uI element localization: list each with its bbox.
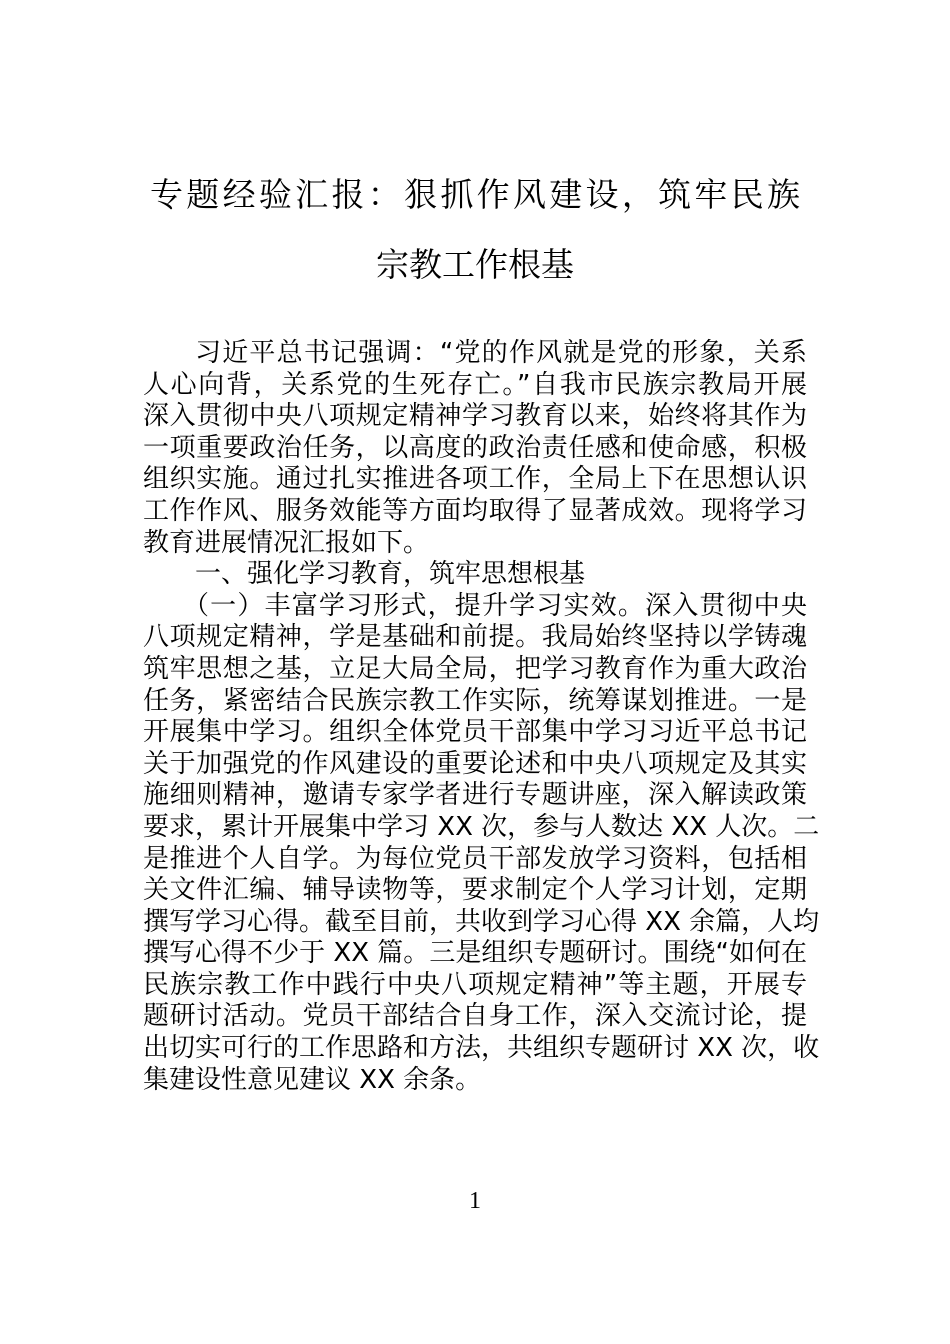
text-line: 撰写学习心得。截至目前，共收到学习心得 XX 余篇，人均 bbox=[143, 906, 820, 937]
text-line: 撰写心得不少于 XX 篇。三是组织专题研讨。围绕“如何在 bbox=[143, 938, 807, 969]
paragraph bbox=[143, 590, 820, 1097]
text-line: 教育进展情况汇报如下。 bbox=[143, 527, 430, 558]
text-line: 深入贯彻中央八项规定精神学习教育以来，始终将其作为 bbox=[143, 401, 807, 432]
text-line: 工作作风、服务效能等方面均取得了显著成效。现将学习 bbox=[143, 495, 807, 526]
document-title-line-1: 专题经验汇报：狠抓作风建设，筑牢民族 bbox=[150, 175, 800, 214]
text-line: 开展集中学习。组织全体党员干部集中学习习近平总书记 bbox=[143, 717, 807, 748]
text-line: 集建设性意见建议 XX 余条。 bbox=[143, 1064, 482, 1095]
text-line: 任务，紧密结合民族宗教工作实际，统筹谋划推进。一是 bbox=[143, 685, 807, 716]
text-line: 组织实施。通过扎实推进各项工作，全局上下在思想认识 bbox=[143, 464, 807, 495]
page-number: 1 bbox=[469, 1188, 481, 1214]
text-line: 关于加强党的作风建设的重要论述和中央八项规定及其实 bbox=[143, 748, 807, 779]
document-body bbox=[143, 338, 820, 1096]
text-line: 题研讨活动。党员干部结合自身工作，深入交流讨论，提 bbox=[143, 1001, 807, 1032]
text-line: 习近平总书记强调：“党的作风就是党的形象，关系 bbox=[195, 338, 807, 368]
text-line: 施细则精神，邀请专家学者进行专题讲座，深入解读政策 bbox=[143, 780, 807, 811]
text-line: （一）丰富学习形式，提升学习实效。深入贯彻中央 bbox=[183, 590, 807, 621]
section-heading bbox=[143, 559, 807, 591]
text-line: 筑牢思想之基，立足大局全局，把学习教育作为重大政治 bbox=[143, 653, 807, 684]
text-line: 要求，累计开展集中学习 XX 次，参与人数达 XX 人次。二 bbox=[143, 811, 820, 842]
text-line: 人心向背，关系党的生死存亡。”自我市民族宗教局开展 bbox=[143, 369, 807, 400]
text-line: 民族宗教工作中践行中央八项规定精神”等主题，开展专 bbox=[143, 969, 807, 1000]
paragraph bbox=[143, 338, 807, 559]
text-line: 关文件汇编、辅导读物等，要求制定个人学习计划，定期 bbox=[143, 875, 807, 906]
text-line: 八项规定精神，学是基础和前提。我局始终坚持以学铸魂 bbox=[143, 622, 807, 653]
document-title-line-2: 宗教工作根基 bbox=[376, 245, 574, 284]
text-line: 出切实可行的工作思路和方法，共组织专题研讨 XX 次，收 bbox=[143, 1033, 820, 1064]
text-line: 一、强化学习教育，筑牢思想根基 bbox=[195, 559, 586, 590]
text-line: 一项重要政治任务，以高度的政治责任感和使命感，积极 bbox=[143, 432, 807, 463]
text-line: 是推进个人自学。为每位党员干部发放学习资料，包括相 bbox=[143, 843, 807, 874]
